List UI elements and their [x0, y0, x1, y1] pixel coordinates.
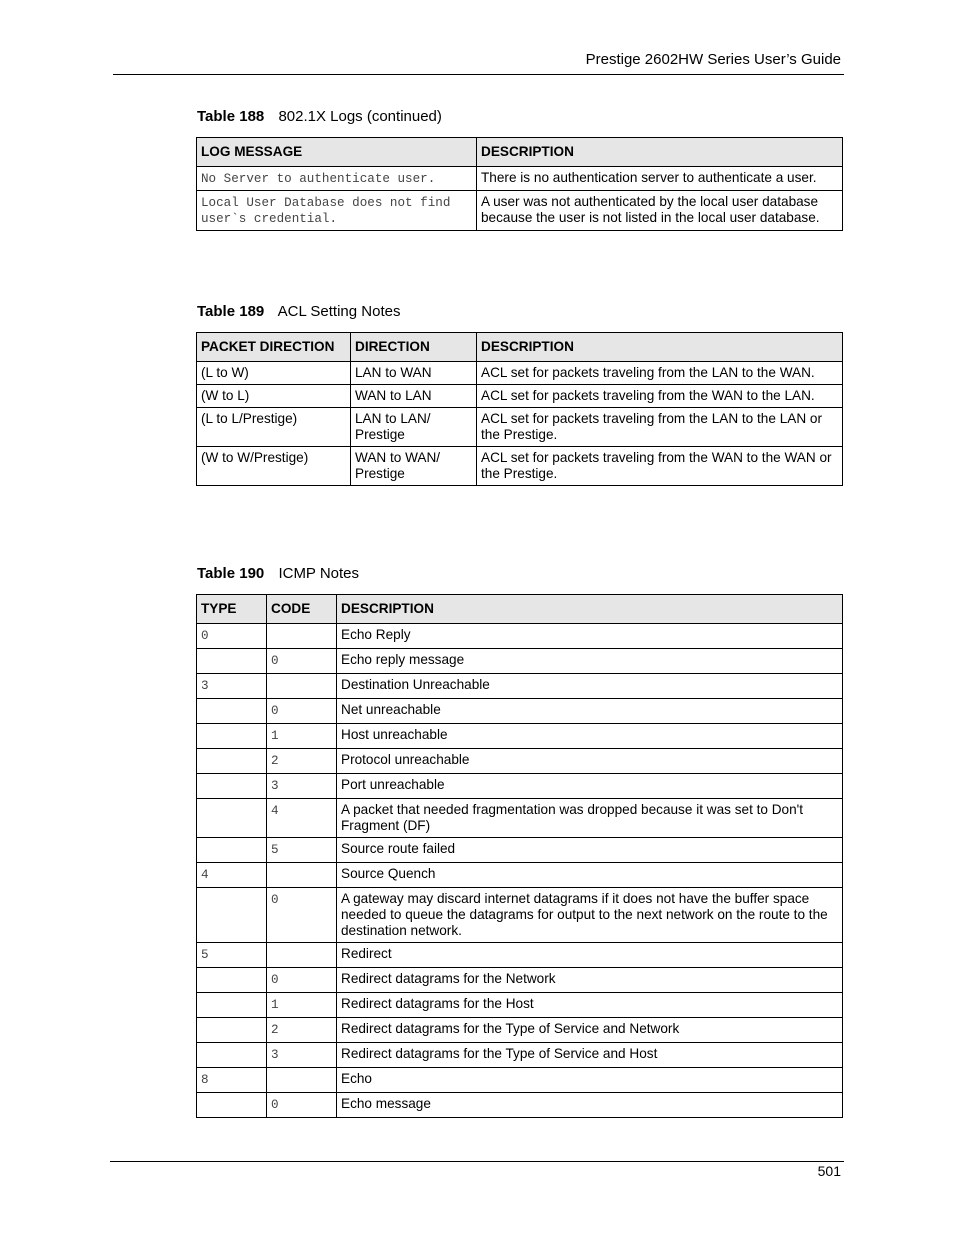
description-cell: A user was not authenticated by the local user database because the user is not listed in the local user database. — [477, 191, 843, 231]
code-cell — [267, 624, 337, 649]
description-cell: ACL set for packets traveling from the WAN to the WAN or the Prestige. — [477, 447, 843, 486]
column-header: LOG MESSAGE — [197, 138, 477, 167]
type-cell: 8 — [197, 1068, 267, 1093]
type-cell — [197, 993, 267, 1018]
table-row — [197, 724, 843, 749]
code-cell: 1 — [267, 993, 337, 1018]
code-cell: 0 — [267, 649, 337, 674]
code-cell: 0 — [267, 968, 337, 993]
table-header-row — [197, 333, 843, 362]
column-header: TYPE — [197, 595, 267, 624]
table-row — [197, 863, 843, 888]
table-188-title: 802.1X Logs (continued) — [278, 108, 442, 125]
description-cell: Echo — [337, 1068, 843, 1093]
log-message-cell: Local User Database does not find user`s credential. — [197, 191, 477, 231]
column-header: DESCRIPTION — [477, 333, 843, 362]
table-header-row — [197, 595, 843, 624]
type-cell — [197, 1018, 267, 1043]
table-row — [197, 362, 843, 385]
code-cell: 2 — [267, 1018, 337, 1043]
direction-cell: LAN to WAN — [351, 362, 477, 385]
type-cell: 3 — [197, 674, 267, 699]
code-cell: 3 — [267, 774, 337, 799]
table-row — [197, 385, 843, 408]
table-row — [197, 749, 843, 774]
description-cell: Echo Reply — [337, 624, 843, 649]
code-cell — [267, 1068, 337, 1093]
description-cell: Port unreachable — [337, 774, 843, 799]
type-cell — [197, 799, 267, 838]
code-cell — [267, 863, 337, 888]
table-row — [197, 649, 843, 674]
type-cell — [197, 1093, 267, 1118]
type-cell — [197, 699, 267, 724]
type-cell — [197, 749, 267, 774]
table-189-label: Table 189 — [197, 303, 265, 320]
description-cell: Redirect datagrams for the Host — [337, 993, 843, 1018]
table-row — [197, 674, 843, 699]
table-row — [197, 888, 843, 943]
direction-cell: WAN to WAN/ Prestige — [351, 447, 477, 486]
table-row — [197, 993, 843, 1018]
page-number: 501 — [817, 1163, 841, 1179]
direction-cell: WAN to LAN — [351, 385, 477, 408]
description-cell: Source route failed — [337, 838, 843, 863]
table-190-caption — [197, 565, 359, 582]
type-cell: 4 — [197, 863, 267, 888]
code-cell: 1 — [267, 724, 337, 749]
footer-rule — [110, 1161, 844, 1162]
description-cell: There is no authentication server to authenticate a user. — [477, 167, 843, 191]
table-row — [197, 191, 843, 231]
table-row — [197, 1043, 843, 1068]
table-190 — [196, 594, 843, 1118]
table-row — [197, 838, 843, 863]
description-cell: Protocol unreachable — [337, 749, 843, 774]
column-header: DESCRIPTION — [337, 595, 843, 624]
header-rule — [113, 74, 844, 75]
column-header: DIRECTION — [351, 333, 477, 362]
column-header: PACKET DIRECTION — [197, 333, 351, 362]
type-cell — [197, 888, 267, 943]
description-cell: Redirect datagrams for the Type of Service and Host — [337, 1043, 843, 1068]
description-cell: ACL set for packets traveling from the WAN to the LAN. — [477, 385, 843, 408]
packet-direction-cell: (L to L/Prestige) — [197, 408, 351, 447]
code-cell: 0 — [267, 1093, 337, 1118]
type-cell: 5 — [197, 943, 267, 968]
type-cell — [197, 968, 267, 993]
type-cell — [197, 649, 267, 674]
table-row — [197, 943, 843, 968]
code-cell: 4 — [267, 799, 337, 838]
table-188-label: Table 188 — [197, 108, 265, 125]
description-cell: Source Quench — [337, 863, 843, 888]
code-cell: 2 — [267, 749, 337, 774]
type-cell — [197, 774, 267, 799]
table-188 — [196, 137, 843, 231]
table-188-caption — [197, 108, 442, 125]
code-cell: 0 — [267, 699, 337, 724]
packet-direction-cell: (L to W) — [197, 362, 351, 385]
description-cell: Destination Unreachable — [337, 674, 843, 699]
code-cell — [267, 943, 337, 968]
packet-direction-cell: (W to L) — [197, 385, 351, 408]
table-row — [197, 408, 843, 447]
table-190-label: Table 190 — [197, 565, 265, 582]
description-cell: A packet that needed fragmentation was dropped because it was set to Don't Fragment (DF) — [337, 799, 843, 838]
description-cell: Net unreachable — [337, 699, 843, 724]
description-cell: Redirect datagrams for the Network — [337, 968, 843, 993]
table-row — [197, 167, 843, 191]
type-cell — [197, 838, 267, 863]
table-189 — [196, 332, 843, 486]
table-header-row — [197, 138, 843, 167]
type-cell: 0 — [197, 624, 267, 649]
code-cell: 3 — [267, 1043, 337, 1068]
code-cell: 5 — [267, 838, 337, 863]
description-cell: A gateway may discard internet datagrams if it does not have the buffer space needed to queue the datagrams for output to the next network on the route to the destination network. — [337, 888, 843, 943]
type-cell — [197, 724, 267, 749]
table-row — [197, 799, 843, 838]
description-cell: Echo reply message — [337, 649, 843, 674]
description-cell: Redirect datagrams for the Type of Service and Network — [337, 1018, 843, 1043]
running-header: Prestige 2602HW Series User’s Guide — [585, 51, 841, 68]
table-row — [197, 624, 843, 649]
direction-cell: LAN to LAN/ Prestige — [351, 408, 477, 447]
table-row — [197, 1018, 843, 1043]
type-cell — [197, 1043, 267, 1068]
description-cell: Redirect — [337, 943, 843, 968]
column-header: DESCRIPTION — [477, 138, 843, 167]
description-cell: ACL set for packets traveling from the LAN to the LAN or the Prestige. — [477, 408, 843, 447]
description-cell: ACL set for packets traveling from the LAN to the WAN. — [477, 362, 843, 385]
table-row — [197, 1068, 843, 1093]
table-190-title: ICMP Notes — [278, 565, 360, 582]
packet-direction-cell: (W to W/Prestige) — [197, 447, 351, 486]
code-cell — [267, 674, 337, 699]
description-cell: Echo message — [337, 1093, 843, 1118]
column-header: CODE — [267, 595, 337, 624]
table-row — [197, 699, 843, 724]
table-189-caption — [197, 303, 400, 320]
table-189-title: ACL Setting Notes — [277, 303, 401, 320]
description-cell: Host unreachable — [337, 724, 843, 749]
table-row — [197, 968, 843, 993]
table-row — [197, 1093, 843, 1118]
code-cell: 0 — [267, 888, 337, 943]
table-row — [197, 447, 843, 486]
log-message-cell: No Server to authenticate user. — [197, 167, 477, 191]
table-row — [197, 774, 843, 799]
